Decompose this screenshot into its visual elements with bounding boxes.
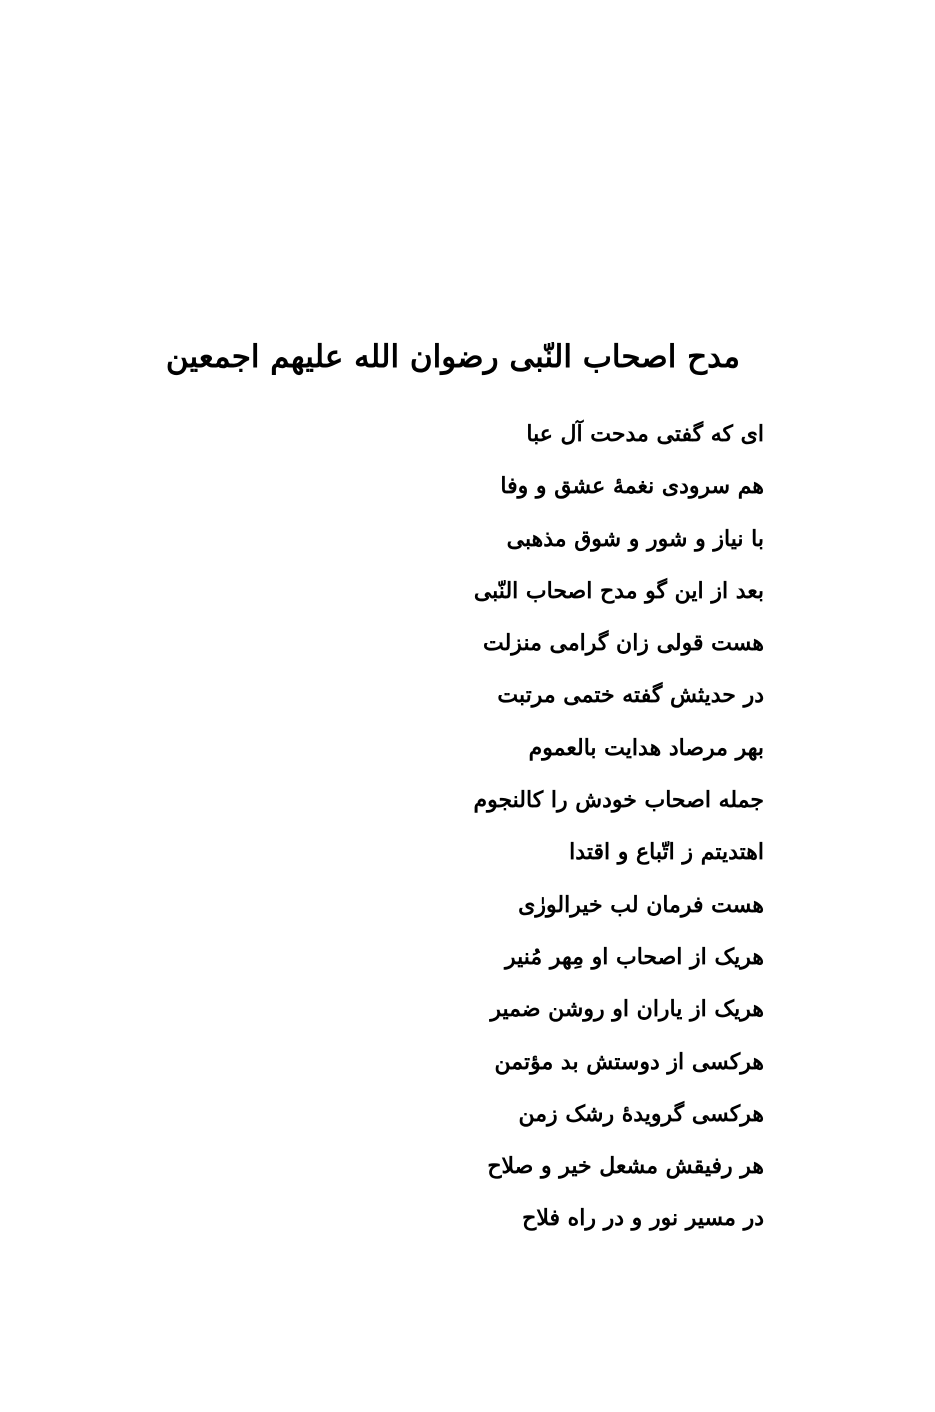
poem-verse: هست فرمان لب خیرالورٰی: [518, 891, 764, 918]
poem-verse: با نیاز و شور و شوق مذهبی: [506, 525, 764, 552]
poem-verse: هست قولی زان گرامی منزلت: [483, 630, 764, 657]
poem-verse: جمله اصحاب خودش را کالنجوم: [473, 787, 764, 814]
poem-verse: در حدیثش گفته ختمی مرتبت: [497, 682, 764, 709]
poem-verse: هرکسی گرویدهٔ رشک زمن: [518, 1100, 764, 1127]
poem-verse: هر رفیقش مشعل خیر و صلاح: [487, 1153, 764, 1180]
poem-verse: بهر مرصاد هدایت بالعموم: [528, 734, 764, 761]
poem-title: مدح اصحاب النّبی رضوان الله علیهم اجمعین: [165, 339, 740, 375]
poem-verses: [204, 408, 764, 1245]
poem-verse: بعد از این گو مدح اصحاب النّبی: [473, 577, 764, 604]
poem-verse: هریک از اصحاب او مِهر مُنیر: [505, 943, 764, 970]
poem-verse: هریک از یاران او روشن ضمیر: [490, 996, 764, 1023]
poem-verse: در مسیر نور و در راه فلاح: [522, 1205, 764, 1232]
poem-verse: هم سرودی نغمهٔ عشق و وفا: [500, 473, 764, 500]
poem-verse: هرکسی از دوستش بد مؤتمن: [494, 1048, 764, 1075]
poem-verse: ای که گفتی مدحت آل عبا: [526, 421, 764, 447]
poem-verse: اهتدیتم ز اتّباع و اقتدا: [569, 839, 764, 866]
